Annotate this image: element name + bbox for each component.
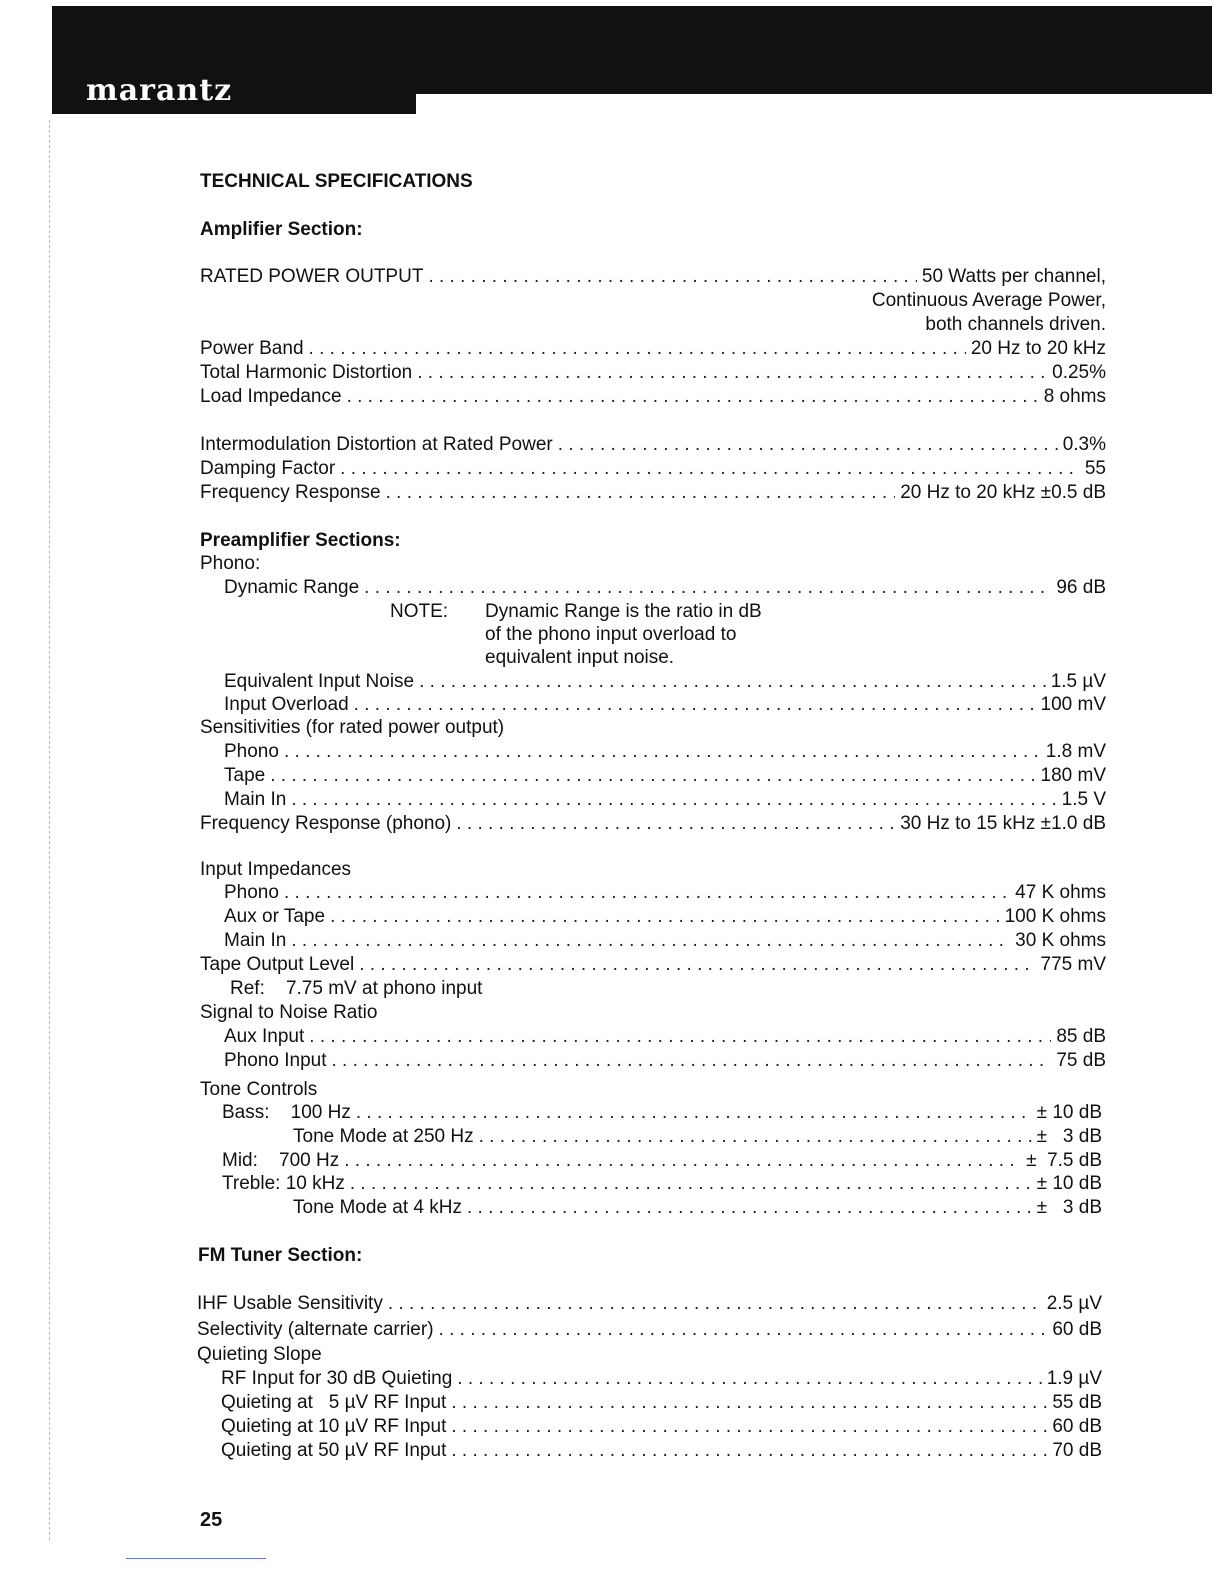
spec-row	[200, 481, 1106, 505]
spec-value: 20 Hz to 20 kHz	[970, 338, 1106, 359]
spec-row	[224, 576, 1106, 600]
input-impedances-heading: Input Impedances	[200, 859, 352, 880]
spec-label: Equivalent Input Noise	[224, 671, 415, 692]
spec-row	[224, 788, 1106, 812]
spec-row	[222, 1149, 1102, 1173]
spec-label: Damping Factor	[200, 458, 336, 479]
spec-label: Frequency Response (phono)	[200, 813, 452, 834]
spec-row	[200, 433, 1106, 457]
spec-value: 8 ohms	[1043, 386, 1106, 407]
spec-label: Selectivity (alternate carrier)	[197, 1319, 434, 1340]
spec-value: 1.8 mV	[1045, 741, 1106, 762]
leader-dots	[284, 740, 1041, 764]
spec-row	[224, 1049, 1106, 1073]
spec-value: 180 mV	[1040, 765, 1106, 786]
spec-label: Power Band	[200, 338, 304, 359]
spec-row	[224, 905, 1106, 929]
spec-row	[224, 881, 1106, 905]
leader-dots	[291, 929, 1010, 953]
page-title: TECHNICAL SPECIFICATIONS	[200, 171, 473, 192]
leader-dots	[270, 764, 1035, 788]
spec-row	[200, 361, 1106, 385]
spec-row	[224, 740, 1106, 764]
spec-row	[197, 1318, 1102, 1342]
spec-row	[224, 764, 1106, 788]
spec-label: Main In	[224, 930, 287, 951]
spec-label: RF Input for 30 dB Quieting	[221, 1368, 453, 1389]
leader-dots	[419, 670, 1046, 694]
spec-label: Load Impedance	[200, 386, 342, 407]
spec-value-continued: Continuous Average Power,	[871, 290, 1106, 311]
spec-value: 60 dB	[1052, 1416, 1102, 1437]
leader-dots	[359, 953, 1035, 977]
leader-dots	[291, 788, 1056, 812]
note-text: equivalent input noise.	[485, 647, 675, 668]
tone-controls-heading: Tone Controls	[200, 1079, 318, 1100]
spec-value: 100 mV	[1040, 694, 1106, 715]
sensitivities-heading: Sensitivities (for rated power output)	[200, 717, 505, 738]
note-text: of the phono input overload to	[485, 624, 737, 645]
spec-label: Tone Mode at 250 Hz	[293, 1126, 474, 1147]
spec-label: Total Harmonic Distortion	[200, 362, 413, 383]
snr-heading: Signal to Noise Ratio	[200, 1002, 378, 1023]
spec-value: 775 mV	[1040, 954, 1106, 975]
spec-row	[200, 337, 1106, 361]
spec-row	[224, 929, 1106, 953]
leader-dots	[451, 1415, 1047, 1439]
note-text: Dynamic Range is the ratio in dB	[485, 601, 762, 622]
leader-dots	[388, 1292, 1042, 1316]
spec-value: 60 dB	[1052, 1319, 1102, 1340]
leader-dots	[428, 265, 916, 289]
spec-row	[224, 693, 1106, 717]
spec-value: 55 dB	[1052, 1392, 1102, 1413]
spec-label: Frequency Response	[200, 482, 381, 503]
preamp-heading: Preamplifier Sections:	[200, 530, 401, 551]
spec-value: 50 Watts per channel,	[921, 266, 1106, 287]
spec-value: ± 10 dB	[1036, 1102, 1102, 1123]
binding-margin	[49, 120, 50, 1540]
spec-value: 47 K ohms	[1015, 882, 1106, 903]
spec-row	[221, 1439, 1102, 1463]
spec-value: 75 dB	[1056, 1050, 1106, 1071]
spec-label: Phono	[224, 882, 279, 903]
leader-dots	[356, 1101, 1032, 1125]
page-number: 25	[200, 1509, 223, 1531]
leader-dots	[340, 457, 1080, 481]
spec-row	[221, 1367, 1102, 1391]
leader-dots	[558, 433, 1058, 457]
spec-value: 30 K ohms	[1015, 930, 1106, 951]
spec-row	[221, 1415, 1102, 1439]
leader-dots	[451, 1391, 1047, 1415]
spec-label: Quieting at 5 µV RF Input	[221, 1392, 447, 1413]
brand-logo: marantz	[86, 73, 233, 108]
spec-label: Aux Input	[224, 1026, 305, 1047]
spec-label: Tape	[224, 765, 266, 786]
spec-label: Quieting at 50 µV RF Input	[221, 1440, 447, 1461]
note-label: NOTE:	[390, 601, 449, 622]
spec-value: 30 Hz to 15 kHz ±1.0 dB	[900, 813, 1106, 834]
spec-row	[221, 1391, 1102, 1415]
spec-value: ± 7.5 dB	[1026, 1150, 1102, 1171]
spec-label: Bass: 100 Hz	[222, 1102, 351, 1123]
leader-dots	[331, 1049, 1051, 1073]
spec-value: 70 dB	[1052, 1440, 1102, 1461]
leader-dots	[451, 1439, 1047, 1463]
spec-value: 55	[1084, 458, 1106, 479]
spec-label: Input Overload	[224, 694, 349, 715]
spec-label: Tape Output Level	[200, 954, 355, 975]
spec-value: 1.9 µV	[1046, 1368, 1102, 1389]
spec-label: Mid: 700 Hz	[222, 1150, 340, 1171]
leader-dots	[309, 337, 966, 361]
amplifier-heading: Amplifier Section:	[200, 219, 363, 240]
spec-row	[200, 457, 1106, 481]
spec-value: 100 K ohms	[1004, 906, 1106, 927]
leader-dots	[439, 1318, 1048, 1342]
leader-dots	[309, 1025, 1051, 1049]
leader-dots	[479, 1125, 1032, 1149]
spec-row	[200, 265, 1106, 289]
leader-dots	[354, 693, 1036, 717]
spec-label: Main In	[224, 789, 287, 810]
spec-row	[197, 1292, 1102, 1316]
spec-row	[293, 1196, 1102, 1220]
spec-value: 0.25%	[1052, 362, 1106, 383]
spec-label: Treble: 10 kHz	[222, 1173, 345, 1194]
spec-value: 0.3%	[1062, 434, 1106, 455]
spec-value: ± 3 dB	[1036, 1126, 1102, 1147]
spec-value: 85 dB	[1056, 1026, 1106, 1047]
leader-dots	[330, 905, 1000, 929]
leader-dots	[350, 1172, 1032, 1196]
leader-dots	[364, 576, 1051, 600]
spec-row	[224, 670, 1106, 694]
phono-subheading: Phono:	[200, 553, 261, 574]
spec-label: Phono Input	[224, 1050, 327, 1071]
spec-row	[200, 385, 1106, 409]
spec-row	[222, 1101, 1102, 1125]
tape-reference: Ref: 7.75 mV at phono input	[230, 978, 483, 999]
leader-dots	[344, 1149, 1021, 1173]
leader-dots	[467, 1196, 1032, 1220]
spec-row	[200, 953, 1106, 977]
leader-dots	[386, 481, 896, 505]
spec-value: 20 Hz to 20 kHz ±0.5 dB	[900, 482, 1106, 503]
spec-row	[200, 812, 1106, 836]
spec-label: IHF Usable Sensitivity	[197, 1293, 383, 1314]
spec-label: RATED POWER OUTPUT	[200, 266, 424, 287]
leader-dots	[347, 385, 1039, 409]
quieting-heading: Quieting Slope	[197, 1344, 322, 1365]
leader-dots	[284, 881, 1010, 905]
footer-rule	[126, 1558, 266, 1559]
spec-label: Dynamic Range	[224, 577, 360, 598]
spec-value: 2.5 µV	[1046, 1293, 1102, 1314]
spec-value-continued: both channels driven.	[925, 314, 1106, 335]
spec-value: 1.5 V	[1061, 789, 1106, 810]
leader-dots	[456, 812, 895, 836]
leader-dots	[417, 361, 1047, 385]
spec-label: Intermodulation Distortion at Rated Power	[200, 434, 553, 455]
spec-label: Phono	[224, 741, 279, 762]
spec-row	[224, 1025, 1106, 1049]
spec-value: 96 dB	[1056, 577, 1106, 598]
spec-row	[222, 1172, 1102, 1196]
spec-label: Aux or Tape	[224, 906, 326, 927]
spec-row	[293, 1125, 1102, 1149]
spec-value: ± 3 dB	[1036, 1197, 1102, 1218]
spec-value: 1.5 µV	[1050, 671, 1106, 692]
spec-value: ± 10 dB	[1036, 1173, 1102, 1194]
spec-label: Tone Mode at 4 kHz	[293, 1197, 462, 1218]
leader-dots	[457, 1367, 1041, 1391]
spec-label: Quieting at 10 µV RF Input	[221, 1416, 447, 1437]
fm-heading: FM Tuner Section:	[198, 1245, 363, 1266]
